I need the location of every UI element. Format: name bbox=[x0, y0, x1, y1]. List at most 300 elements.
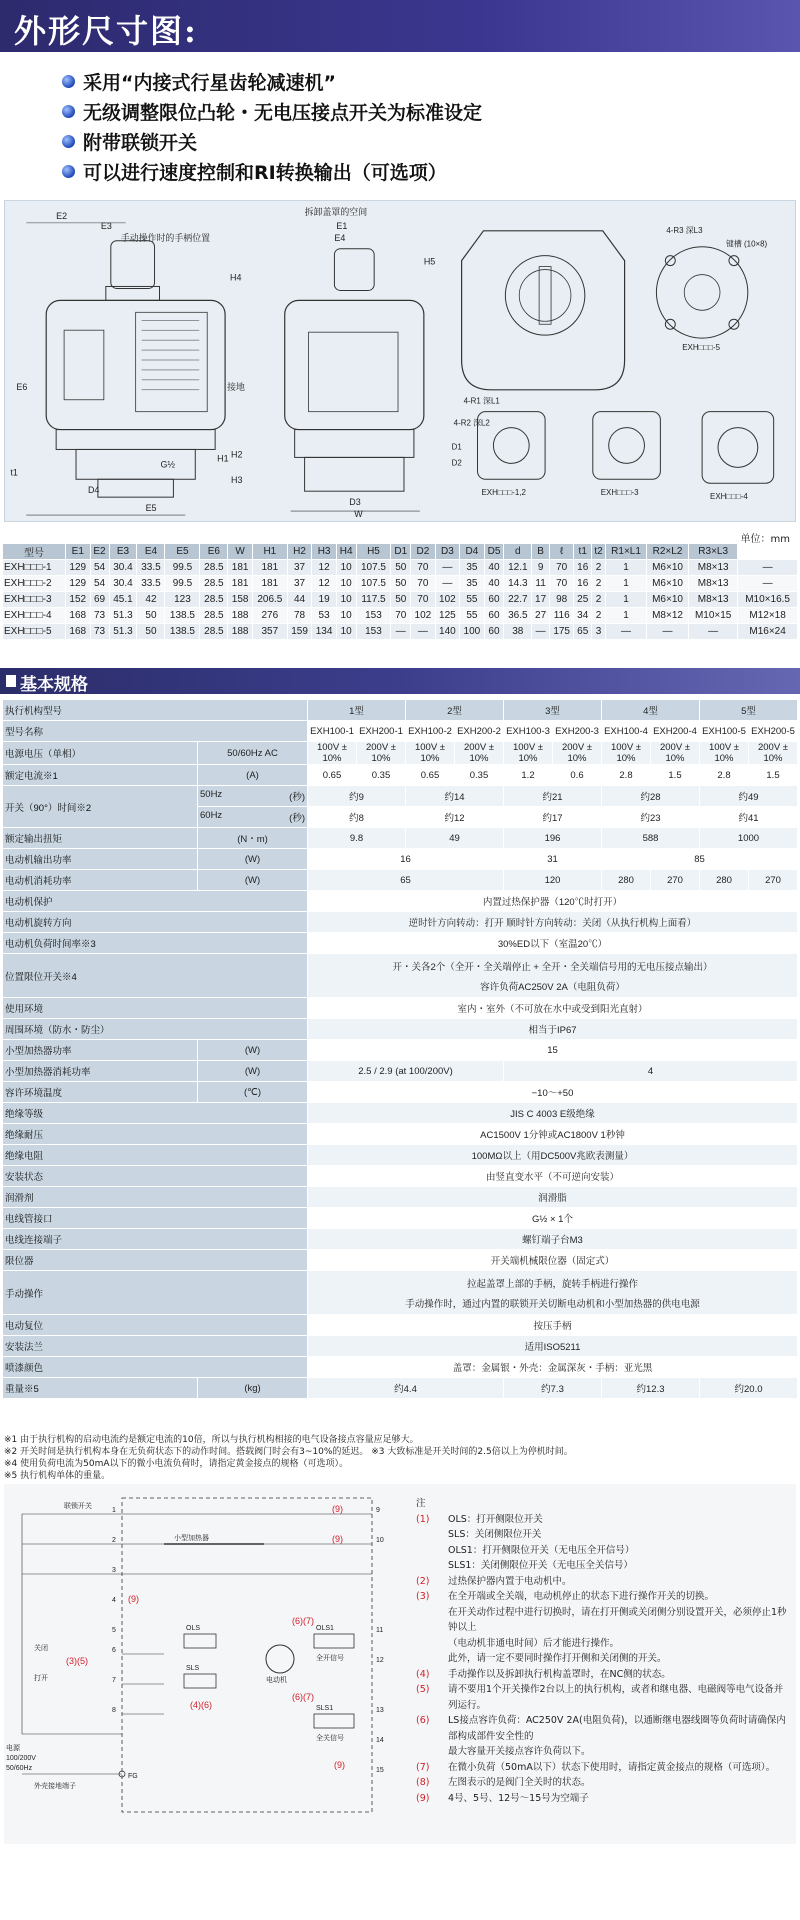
table-cell: M8×12 bbox=[646, 608, 688, 624]
unit-label: 单位：mm bbox=[740, 534, 790, 545]
wiring-note: (8) 左图表示的是阀门全关时的状态。 bbox=[416, 1777, 591, 1788]
table-cell: 28.5 bbox=[200, 592, 228, 608]
svg-text:SLS: SLS bbox=[186, 1665, 200, 1672]
wiring-diagram bbox=[4, 1484, 414, 1844]
column-header: H3 bbox=[312, 544, 337, 560]
table-cell: 10 bbox=[336, 560, 356, 576]
svg-text:13: 13 bbox=[376, 1707, 384, 1714]
table-cell: 99.5 bbox=[165, 560, 200, 576]
table-cell: 107.5 bbox=[356, 560, 391, 576]
spec-label: 开关（90°）时间※2 bbox=[3, 786, 198, 828]
drawing-svg bbox=[5, 201, 795, 521]
table-cell: 44 bbox=[287, 592, 312, 608]
wiring-note-list bbox=[416, 1512, 788, 1807]
table-cell: 1 bbox=[606, 576, 647, 592]
table-row: 额定输出扭矩 (N・m) 9.8 49 196 588 1000 bbox=[3, 828, 798, 849]
table-cell: 134 bbox=[312, 624, 337, 640]
table-cell: EXH□□□-2 bbox=[3, 576, 66, 592]
column-header: H5 bbox=[356, 544, 391, 560]
table-cell: 40 bbox=[484, 560, 504, 576]
table-cell: 158 bbox=[228, 592, 253, 608]
label-e3: E3 bbox=[100, 220, 112, 231]
svg-text:1: 1 bbox=[112, 1507, 116, 1514]
column-header: d bbox=[504, 544, 532, 560]
table-cell: 168 bbox=[66, 608, 91, 624]
table-row: 额定电流※1 (A) 0.65 0.35 0.65 0.35 1.2 0.6 2.8 1.5 2.8 1.5 bbox=[3, 765, 798, 786]
table-cell: 45.1 bbox=[109, 592, 137, 608]
spec-table bbox=[2, 699, 798, 1399]
label-r1: 4-R1 深L1 bbox=[463, 396, 500, 406]
type-header: 5型 bbox=[700, 700, 798, 721]
dimension-table bbox=[2, 543, 798, 640]
table-cell: 117.5 bbox=[356, 592, 391, 608]
label-d3: D3 bbox=[349, 497, 361, 508]
table-cell: 138.5 bbox=[165, 608, 200, 624]
table-cell: M6×10 bbox=[646, 560, 688, 576]
column-header: H2 bbox=[287, 544, 312, 560]
table-cell: 28.5 bbox=[200, 560, 228, 576]
wiring-note: (4) 手动操作以及拆卸执行机构盖罩时，在NC侧的状态。 bbox=[416, 1668, 671, 1680]
type-header: 2型 bbox=[406, 700, 504, 721]
feature-item: 附带联锁开关 bbox=[62, 126, 762, 156]
label-exh-3: EXH□□□-3 bbox=[600, 488, 639, 498]
flange-view-3 bbox=[593, 412, 661, 480]
svg-text:(9): (9) bbox=[128, 1594, 139, 1604]
table-cell: 16 bbox=[574, 576, 592, 592]
table-cell: 54 bbox=[90, 576, 109, 592]
table-cell: 27 bbox=[532, 608, 550, 624]
table-cell: 19 bbox=[312, 592, 337, 608]
svg-text:7: 7 bbox=[112, 1677, 116, 1684]
section-marker-icon bbox=[6, 675, 16, 687]
wiring-note: (7) 在微小负荷（50mA以下）状态下使用时，请指定黄金接点的规格（可选项）。 bbox=[416, 1761, 776, 1773]
table-cell: 40 bbox=[484, 576, 504, 592]
svg-text:(6)(7): (6)(7) bbox=[292, 1692, 314, 1702]
terminal-numbers bbox=[112, 1507, 384, 1774]
column-header: t1 bbox=[574, 544, 592, 560]
svg-text:3: 3 bbox=[112, 1567, 116, 1574]
table-cell: 28.5 bbox=[200, 576, 228, 592]
table-cell: 78 bbox=[287, 608, 312, 624]
feature-item: 可以进行速度控制和RI转换输出（可选项） bbox=[62, 156, 762, 186]
table-cell: 159 bbox=[287, 624, 312, 640]
table-cell: 37 bbox=[287, 560, 312, 576]
table-row: 电动机消耗功率 (W) 65 120 280 270 280 270 bbox=[3, 870, 798, 891]
page-title: 外形尺寸图: bbox=[14, 12, 198, 50]
table-row bbox=[3, 560, 798, 576]
type-header: 4型 bbox=[602, 700, 700, 721]
table-row: 容许环境温度 (℃) −10～+50 bbox=[3, 1082, 798, 1103]
table-cell: 50 bbox=[137, 624, 165, 640]
table-cell: 70 bbox=[549, 576, 574, 592]
column-header: 型号 bbox=[3, 544, 66, 560]
column-header: E1 bbox=[66, 544, 91, 560]
table-cell: — bbox=[738, 576, 798, 592]
column-header: t2 bbox=[592, 544, 606, 560]
table-cell: 34 bbox=[574, 608, 592, 624]
table-cell: 10 bbox=[336, 592, 356, 608]
table-cell: 98 bbox=[549, 592, 574, 608]
label-h4: H4 bbox=[230, 272, 242, 283]
table-cell: 33.5 bbox=[137, 560, 165, 576]
spec-label: 执行机构型号 bbox=[3, 700, 308, 721]
table-cell: 175 bbox=[549, 624, 574, 640]
wiring-note: (9) 4号、5号、12号～15号为空端子 bbox=[416, 1792, 589, 1804]
column-header: R2×L2 bbox=[646, 544, 688, 560]
column-header: D1 bbox=[391, 544, 411, 560]
spec-label: 电动机消耗功率 bbox=[3, 870, 198, 891]
svg-text:SLS1: SLS1 bbox=[316, 1705, 334, 1712]
table-cell: 42 bbox=[137, 592, 165, 608]
wiring-note: （电动机非通电时间）后才能进行操作。 bbox=[448, 1637, 620, 1649]
table-cell: 153 bbox=[356, 624, 391, 640]
table-cell: 70 bbox=[411, 560, 436, 576]
table-cell: 54 bbox=[90, 560, 109, 576]
label-exh-4: EXH□□□-4 bbox=[710, 492, 748, 502]
dimension-drawings bbox=[4, 200, 796, 522]
table-cell: 30.4 bbox=[109, 576, 137, 592]
feature-item: 采用“内接式行星齿轮减速机” bbox=[62, 66, 762, 96]
footnotes bbox=[4, 1434, 794, 1482]
table-cell: — bbox=[738, 560, 798, 576]
table-cell: 11 bbox=[532, 576, 550, 592]
table-cell: 2 bbox=[592, 576, 606, 592]
column-header: D2 bbox=[411, 544, 436, 560]
table-cell: 70 bbox=[411, 592, 436, 608]
table-row: 位置限位开关※4 开・关各2个（全开・全关端停止 + 全开・全关端信号用的无电压接点输出） 容许负荷AC250V 2A（电阻负荷） bbox=[3, 954, 798, 998]
table-cell: 35 bbox=[460, 560, 485, 576]
spec-label: 型号名称 bbox=[3, 721, 308, 742]
table-cell: 10 bbox=[336, 624, 356, 640]
feature-list bbox=[62, 66, 762, 186]
svg-text:全关信号: 全关信号 bbox=[316, 1735, 344, 1742]
footnote: ※1 由于执行机构的启动电流约是额定电流的10倍，所以与执行机构相接的电气设备接点容量应足够大。 bbox=[4, 1435, 419, 1445]
wiring-diagram-panel bbox=[4, 1484, 796, 1844]
table-cell: M8×13 bbox=[689, 576, 738, 592]
bullet-icon bbox=[62, 105, 75, 118]
table-cell: 10 bbox=[336, 608, 356, 624]
wiring-note: SLS：关闭侧限位开关 bbox=[448, 1529, 542, 1540]
svg-text:联锁开关: 联锁开关 bbox=[64, 1503, 92, 1510]
table-cell: 100 bbox=[460, 624, 485, 640]
table-cell: 60 bbox=[484, 624, 504, 640]
table-cell: 10 bbox=[336, 576, 356, 592]
table-cell: 69 bbox=[90, 592, 109, 608]
table-cell: 30.4 bbox=[109, 560, 137, 576]
bullet-icon bbox=[62, 75, 75, 88]
table-cell: 125 bbox=[435, 608, 460, 624]
table-cell: 25 bbox=[574, 592, 592, 608]
table-row: 限位器 开关端机械限位器（固定式） bbox=[3, 1250, 798, 1271]
table-cell: 70 bbox=[391, 608, 411, 624]
table-cell: EXH□□□-4 bbox=[3, 608, 66, 624]
column-header: E4 bbox=[137, 544, 165, 560]
table-row: 电动机保护 内置过热保护器（120℃时打开） bbox=[3, 891, 798, 912]
svg-text:(9): (9) bbox=[332, 1504, 343, 1514]
table-row: 电线管接口 G½ × 1个 bbox=[3, 1208, 798, 1229]
table-row: 电源电压（单相） 50/60Hz AC 100V ± 10% 200V ± 10% 100V ± 10% 200V ± 10% 100V ± 10% 200V ± 10% 100V ± 10% 200V ± 10% 100V ± 10% 200V ± 10% bbox=[3, 742, 798, 765]
spec-section-header bbox=[0, 668, 800, 694]
table-row: 使用环境 室内・室外（不可放在水中或受到阳光直射） bbox=[3, 998, 798, 1019]
footnote: ※4 使用负荷电流为50mA以下的微小电流负荷时，请指定黄金接点的规格（可选项）。 bbox=[4, 1459, 349, 1469]
table-row: 绝缘等级 JIS C 4003 E级绝缘 bbox=[3, 1103, 798, 1124]
table-cell: 129 bbox=[66, 560, 91, 576]
svg-text:(3)(5): (3)(5) bbox=[66, 1656, 88, 1666]
column-header: E5 bbox=[165, 544, 200, 560]
table-cell: 129 bbox=[66, 576, 91, 592]
column-header: B bbox=[532, 544, 550, 560]
table-cell: 168 bbox=[66, 624, 91, 640]
column-header: E3 bbox=[109, 544, 137, 560]
wiring-note: 此外，请一定不要同时操作打开侧和关闭侧的开关。 bbox=[448, 1653, 667, 1664]
table-cell: — bbox=[689, 624, 738, 640]
table-cell: 3 bbox=[592, 624, 606, 640]
table-cell: 357 bbox=[252, 624, 287, 640]
table-cell: 9 bbox=[532, 560, 550, 576]
svg-text:(9): (9) bbox=[332, 1534, 343, 1544]
svg-text:OLS: OLS bbox=[186, 1625, 201, 1632]
svg-text:(9): (9) bbox=[334, 1760, 345, 1770]
svg-text:12: 12 bbox=[376, 1657, 384, 1664]
table-row bbox=[3, 624, 798, 640]
top-view-drawing bbox=[462, 231, 625, 390]
side-view-drawing bbox=[285, 249, 424, 511]
label-manual-handle: 手动操作时的手柄位置 bbox=[120, 232, 211, 243]
table-cell: 53 bbox=[312, 608, 337, 624]
table-cell: M16×24 bbox=[738, 624, 798, 640]
label-exh-1-2: EXH□□□-1,2 bbox=[481, 488, 526, 498]
table-cell: 22.7 bbox=[504, 592, 532, 608]
table-row: 型号名称 EXH100-1 EXH200-1 EXH100-2 EXH200-2 EXH100-3 EXH200-3 EXH100-4 EXH200-4 EXH100-5 EXH200-5 bbox=[3, 721, 798, 742]
table-cell: 140 bbox=[435, 624, 460, 640]
wiring-notes bbox=[416, 1496, 788, 1806]
table-row: 60Hz (秒) 约8 约12 约17 约23 约41 bbox=[3, 807, 798, 828]
wiring-note: 在开关动作过程中进行切换时，请在打开侧或关闭侧分别设置开关，必须停止1秒钟以上 bbox=[448, 1606, 787, 1633]
table-cell: M6×10 bbox=[646, 592, 688, 608]
spec-label: 电动机输出功率 bbox=[3, 849, 198, 870]
table-cell: — bbox=[606, 624, 647, 640]
table-cell: 70 bbox=[411, 576, 436, 592]
table-cell: 17 bbox=[532, 592, 550, 608]
table-row: 润滑剂 润滑脂 bbox=[3, 1187, 798, 1208]
label-key: 键槽 (10×8) bbox=[725, 239, 768, 249]
table-row: 小型加热器功率 (W) 15 bbox=[3, 1040, 798, 1061]
table-cell: 65 bbox=[574, 624, 592, 640]
dimension-table-header bbox=[3, 544, 798, 560]
svg-text:8: 8 bbox=[112, 1707, 116, 1714]
table-cell: 35 bbox=[460, 576, 485, 592]
label-r2: 4-R2 深L2 bbox=[453, 418, 490, 428]
column-header: D5 bbox=[484, 544, 504, 560]
label-h3: H3 bbox=[231, 475, 243, 486]
column-header: E6 bbox=[200, 544, 228, 560]
table-cell: M10×15 bbox=[689, 608, 738, 624]
wiring-note: (1) OLS：打开侧限位开关 bbox=[416, 1513, 543, 1525]
label-e4: E4 bbox=[334, 232, 346, 243]
wiring-note: (2) 过热保护器内置于电动机中。 bbox=[416, 1575, 572, 1587]
column-header: D3 bbox=[435, 544, 460, 560]
label-gear-space: 拆卸盖罩的空间 bbox=[304, 206, 368, 217]
table-cell: 73 bbox=[90, 624, 109, 640]
table-cell: 153 bbox=[356, 608, 391, 624]
table-row: 周围环境（防水・防尘） 相当于IP67 bbox=[3, 1019, 798, 1040]
svg-text:14: 14 bbox=[376, 1737, 384, 1744]
table-cell: 123 bbox=[165, 592, 200, 608]
label-d1: D1 bbox=[451, 442, 462, 452]
wiring-note: (5) 请不要用1个开关操作2台以上的执行机构，或者和继电器、电磁阀等电气设备并列运行。 bbox=[416, 1684, 784, 1711]
table-row: 小型加热器消耗功率 (W) 2.5 / 2.9 (at 100/200V) 4 bbox=[3, 1061, 798, 1082]
column-header: D4 bbox=[460, 544, 485, 560]
svg-text:50/60Hz: 50/60Hz bbox=[6, 1765, 33, 1772]
table-cell: 1 bbox=[606, 592, 647, 608]
table-row: 开关（90°）时间※2 50Hz (秒) 约9 约14 约21 约28 约49 bbox=[3, 786, 798, 807]
label-e5: E5 bbox=[145, 503, 157, 514]
table-cell: 28.5 bbox=[200, 608, 228, 624]
feature-item: 无级调整限位凸轮・无电压接点开关为标准设定 bbox=[62, 96, 762, 126]
table-row: 安装法兰 适用ISO5211 bbox=[3, 1336, 798, 1357]
wiring-note: 最大容量开关接点容许负荷以下。 bbox=[448, 1746, 591, 1757]
table-row: 安装状态 由竖直变水平（不可逆向安装） bbox=[3, 1166, 798, 1187]
svg-text:9: 9 bbox=[376, 1507, 380, 1514]
type-header: 3型 bbox=[504, 700, 602, 721]
svg-text:15: 15 bbox=[376, 1767, 384, 1774]
table-cell: 12 bbox=[312, 576, 337, 592]
svg-text:打开: 打开 bbox=[34, 1675, 48, 1682]
table-cell: — bbox=[646, 624, 688, 640]
table-cell: 181 bbox=[252, 560, 287, 576]
table-cell: 2 bbox=[592, 560, 606, 576]
label-h1: H1 bbox=[217, 453, 229, 464]
label-ground: 接地 bbox=[227, 381, 245, 392]
svg-text:关闭: 关闭 bbox=[34, 1645, 48, 1652]
svg-text:(6)(7): (6)(7) bbox=[292, 1616, 314, 1626]
wiring-note: OLS1：打开侧限位开关（无电压全开信号） bbox=[448, 1544, 635, 1556]
label-r3: 4-R3 深L3 bbox=[666, 225, 703, 235]
table-cell: 181 bbox=[252, 576, 287, 592]
column-header: E2 bbox=[90, 544, 109, 560]
table-cell: EXH□□□-5 bbox=[3, 624, 66, 640]
svg-text:OLS1: OLS1 bbox=[316, 1625, 334, 1632]
ols-switch bbox=[184, 1634, 216, 1648]
column-header: H1 bbox=[252, 544, 287, 560]
label-t1: t1 bbox=[10, 467, 18, 478]
table-cell: 276 bbox=[252, 608, 287, 624]
table-cell: 70 bbox=[549, 560, 574, 576]
table-cell: — bbox=[411, 624, 436, 640]
table-cell: 12 bbox=[312, 560, 337, 576]
table-cell: 188 bbox=[228, 608, 253, 624]
table-cell: 36.5 bbox=[504, 608, 532, 624]
svg-text:10: 10 bbox=[376, 1537, 384, 1544]
table-row bbox=[3, 608, 798, 624]
table-cell: 152 bbox=[66, 592, 91, 608]
table-cell: 1 bbox=[606, 560, 647, 576]
table-cell: 116 bbox=[549, 608, 574, 624]
table-cell: 55 bbox=[460, 608, 485, 624]
table-cell: 188 bbox=[228, 624, 253, 640]
flange-view-5 bbox=[656, 247, 747, 338]
table-cell: 50 bbox=[137, 608, 165, 624]
label-g: G½ bbox=[160, 459, 175, 470]
table-cell: 51.3 bbox=[109, 624, 137, 640]
table-row bbox=[3, 700, 798, 721]
table-cell: 2 bbox=[592, 592, 606, 608]
label-w: W bbox=[354, 509, 363, 520]
table-cell: 14.3 bbox=[504, 576, 532, 592]
label-h2: H2 bbox=[231, 449, 243, 460]
table-cell: 60 bbox=[484, 608, 504, 624]
table-row: 电动机负荷时间率※3 30%ED以下（室温20℃） bbox=[3, 933, 798, 954]
table-cell: 28.5 bbox=[200, 624, 228, 640]
table-cell: 38 bbox=[504, 624, 532, 640]
table-cell: — bbox=[391, 624, 411, 640]
table-cell: 50 bbox=[391, 592, 411, 608]
table-cell: 51.3 bbox=[109, 608, 137, 624]
bullet-icon bbox=[62, 165, 75, 178]
sls-switch bbox=[184, 1674, 216, 1688]
wiring-notes-title: 注 bbox=[416, 1498, 426, 1509]
column-header: H4 bbox=[336, 544, 356, 560]
type-header: 1型 bbox=[308, 700, 406, 721]
table-cell: 33.5 bbox=[137, 576, 165, 592]
label-e6: E6 bbox=[16, 381, 28, 392]
svg-text:11: 11 bbox=[376, 1627, 384, 1634]
svg-text:电动机: 电动机 bbox=[266, 1677, 287, 1684]
svg-text:2: 2 bbox=[112, 1537, 116, 1544]
svg-text:100/200V: 100/200V bbox=[6, 1755, 36, 1762]
table-cell: M8×13 bbox=[689, 560, 738, 576]
table-cell: 16 bbox=[574, 560, 592, 576]
table-row: 电线连接端子 螺钉端子台M3 bbox=[3, 1229, 798, 1250]
table-row: 电动复位 按压手柄 bbox=[3, 1315, 798, 1336]
table-cell: 55 bbox=[460, 592, 485, 608]
wiring-note: (3) 在全开端或全关端，电动机停止的状态下进行操作开关的切换。 bbox=[416, 1591, 715, 1602]
table-cell: — bbox=[435, 560, 460, 576]
table-cell: — bbox=[532, 624, 550, 640]
table-cell: 181 bbox=[228, 576, 253, 592]
table-cell: 73 bbox=[90, 608, 109, 624]
svg-text:4: 4 bbox=[112, 1597, 116, 1604]
table-cell: 102 bbox=[411, 608, 436, 624]
svg-text:全开信号: 全开信号 bbox=[316, 1655, 344, 1662]
label-d4: D4 bbox=[87, 485, 100, 496]
svg-text:小型加热器: 小型加热器 bbox=[174, 1535, 209, 1542]
table-cell: 181 bbox=[228, 560, 253, 576]
page-header bbox=[0, 0, 800, 52]
table-cell: EXH□□□-3 bbox=[3, 592, 66, 608]
sls1-switch bbox=[314, 1714, 354, 1728]
table-cell: M10×16.5 bbox=[738, 592, 798, 608]
table-row: 重量※5 (kg) 约4.4 约7.3 约12.3 约20.0 bbox=[3, 1378, 798, 1399]
svg-text:(4)(6): (4)(6) bbox=[190, 1700, 212, 1710]
table-cell: M8×13 bbox=[689, 592, 738, 608]
table-cell: 37 bbox=[287, 576, 312, 592]
column-header: ℓ bbox=[549, 544, 574, 560]
table-row: 绝缘耐压 AC1500V 1分钟或AC1800V 1秒钟 bbox=[3, 1124, 798, 1145]
spec-label: 额定电流※1 bbox=[3, 765, 198, 786]
dimension-table-body bbox=[3, 560, 798, 640]
table-row: 绝缘电阻 100MΩ以上（用DC500V兆欧表测量） bbox=[3, 1145, 798, 1166]
wiring-note: (6) LS接点容许负荷：AC250V 2A(电阻负荷)，以通断继电器线圈等负荷时请确保内部构成部件安全性的 bbox=[416, 1715, 786, 1742]
svg-text:6: 6 bbox=[112, 1647, 116, 1654]
bullet-icon bbox=[62, 135, 75, 148]
wiring-note: SLS1：关闭侧限位开关（无电压全关信号） bbox=[448, 1560, 633, 1571]
table-row bbox=[3, 592, 798, 608]
svg-text:FG: FG bbox=[128, 1773, 138, 1780]
table-cell: EXH□□□-1 bbox=[3, 560, 66, 576]
footnote: ※2 开关时间是执行机构本身在无负荷状态下的动作时间。搭载阀门时会有3~10%的延迟。 ※3 大致标准是开关时间的2.5倍以上为停机时间。 bbox=[4, 1447, 573, 1457]
label-e1: E1 bbox=[336, 220, 348, 231]
